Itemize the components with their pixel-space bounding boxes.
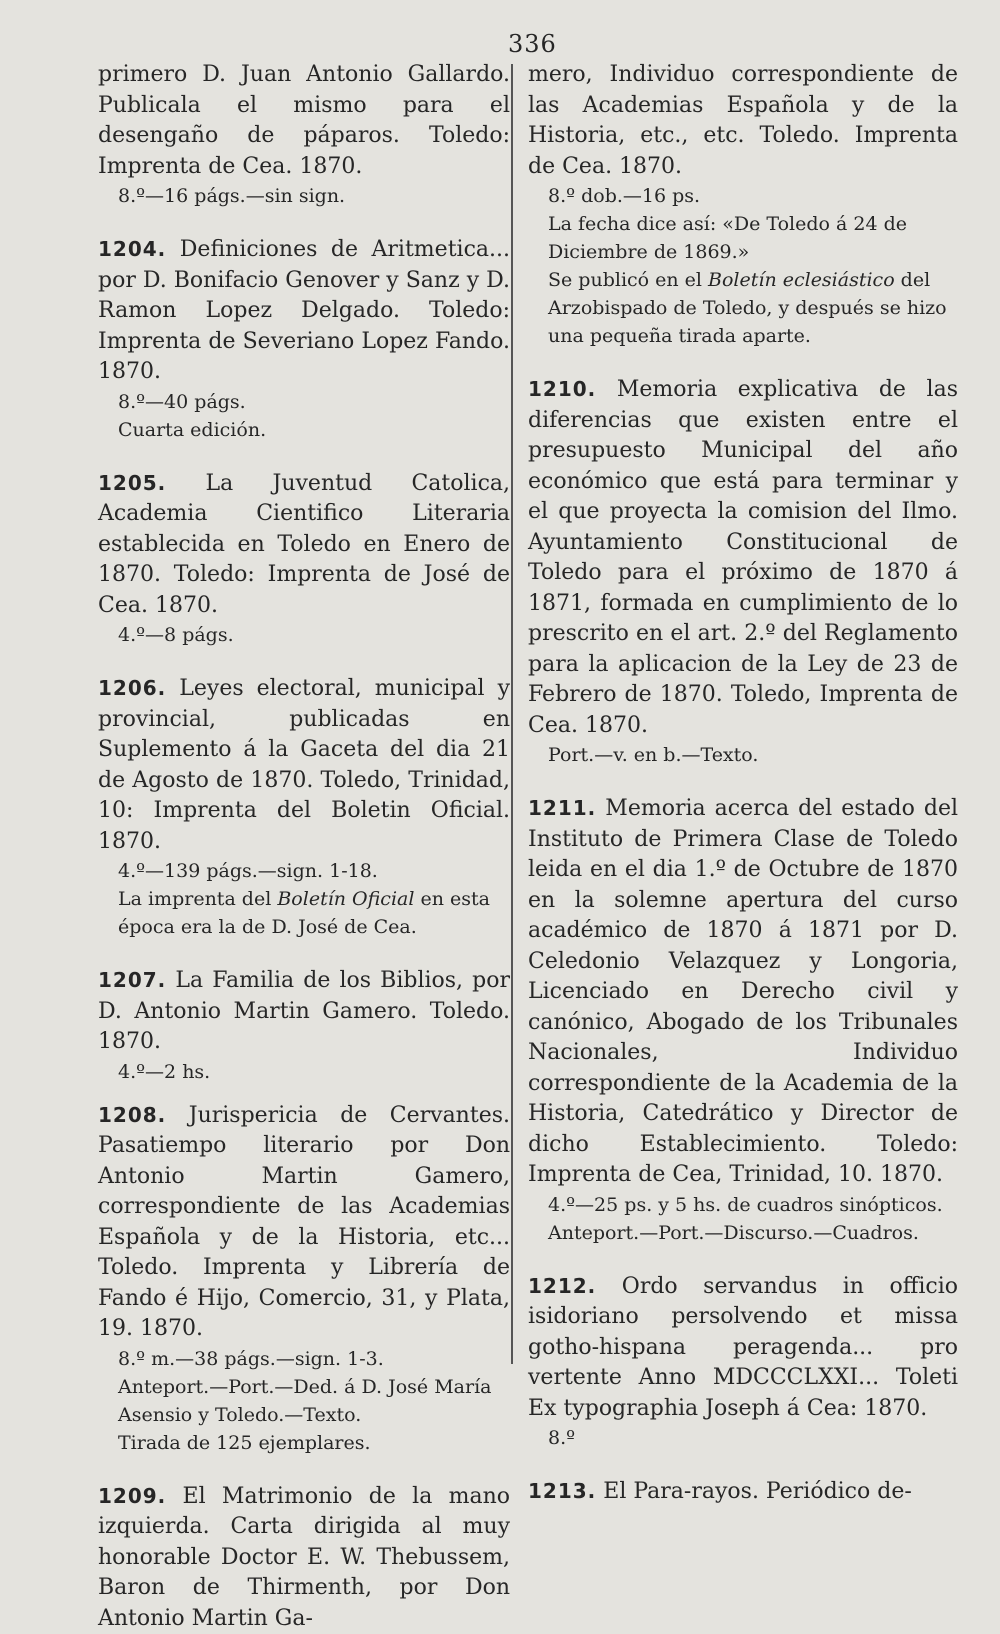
entry-1211-note: 4.º—25 ps. y 5 hs. de cuadros sinópticos. — [528, 1191, 958, 1219]
entry-1209 — [98, 1481, 510, 1634]
entry-text: Leyes electoral, municipal y provincial, publicadas en Suplemento á la Gaceta del dia 21 de Agosto de 1870. Toledo, Trinidad, 10: Imprenta del Boletin Oficial. 1870. — [98, 676, 510, 854]
entry-1208 — [98, 1100, 510, 1345]
entry-text: Ordo servandus in officio isidoriano persolvendo et missa gotho-hispana peragenda... pro vertente Anno MDCCCLXXI... Toleti Ex typographia Joseph á Cea: 1870. — [528, 1274, 958, 1421]
entry-1206-note: La imprenta del Boletín Oficial en esta época era la de D. José de Cea. — [98, 885, 510, 941]
entry-1205 — [98, 468, 510, 622]
entry-1209-continuation: mero, Individuo correspondiente de las Academias Española y de la Historia, etc., etc. Toledo. Imprenta de Cea. 1870. — [528, 60, 958, 182]
entry-number: 1208. — [98, 1103, 166, 1127]
entry-1204-note: 8.º—40 págs. — [98, 388, 510, 416]
entry-text: Memoria explicativa de las diferencias que existen entre el presupuesto Municipal del año económico que está para terminar y el que proyecta la comision del Ilmo. Ayuntamiento Constitucional de Toledo para el próximo de 1870 á 1871, formada en cumplimiento de lo prescrito en el art. 2.º del Reglamento para la aplicacion de la Ley de 23 de Febrero de 1870. Toledo, Imprenta de Cea. 1870. — [528, 377, 958, 738]
entry-1204 — [98, 234, 510, 388]
entry-1209-note: 8.º dob.—16 ps. — [528, 182, 958, 210]
entry-text: El Para-rayos. Periódico de- — [603, 1479, 912, 1504]
entry-1205-note: 4.º—8 págs. — [98, 621, 510, 649]
entry-text: Memoria acerca del estado del Instituto de Primera Clase de Toledo leida en el dia 1.º de Octubre de 1870 en la solemne apertura del curso académico de 1870 á 1871 por D. Celedonio Velazquez y Longoria, Licenciado en Derecho civil y canónico, Abogado de los Tribunales Nacionales, Individuo correspondiente de la Academia de la Historia, Catedrático y Director de dicho Establecimiento. Toledo: Imprenta de Cea, Trinidad, 10. 1870. — [528, 796, 958, 1187]
entry-number: 1212. — [528, 1274, 596, 1298]
entry-1212 — [528, 1271, 958, 1425]
entry-number: 1209. — [98, 1484, 166, 1508]
entry-number: 1204. — [98, 237, 166, 261]
entry-text: Definiciones de Aritmetica... por D. Bonifacio Genover y Sanz y D. Ramon Lopez Delgado. Toledo: Imprenta de Severiano Lopez Fando. 1870. — [98, 237, 510, 384]
entry-1206 — [98, 673, 510, 857]
entry-1213 — [528, 1476, 958, 1508]
entry-1210-note: Port.—v. en b.—Texto. — [528, 741, 958, 769]
entry-number: 1205. — [98, 471, 166, 495]
entry-text: La Juventud Catolica, Academia Cientifico Literaria establecida en Toledo en Enero de 1870. Toledo: Imprenta de José de Cea. 1870. — [98, 471, 510, 618]
entry-1209-note: Se publicó en el Boletín eclesiástico del Arzobispado de Toledo, y después se hizo una pequeña tirada aparte. — [528, 266, 958, 350]
entry-1203-note: 8.º—16 págs.—sin sign. — [98, 182, 510, 210]
entry-1210 — [528, 374, 958, 741]
right-column — [528, 60, 958, 1508]
column-divider — [511, 64, 513, 1364]
entry-number: 1213. — [528, 1479, 596, 1503]
left-column — [98, 60, 510, 1634]
entry-1204-note: Cuarta edición. — [98, 416, 510, 444]
entry-number: 1211. — [528, 796, 596, 820]
entry-1208-note: 8.º m.—38 págs.—sign. 1-3. — [98, 1345, 510, 1373]
entry-1208-note: Anteport.—Port.—Ded. á D. José María Asensio y Toledo.—Texto. — [98, 1373, 510, 1429]
entry-1212-note: 8.º — [528, 1424, 958, 1452]
entry-number: 1206. — [98, 676, 166, 700]
page-number: 336 — [508, 30, 557, 58]
entry-1208-note: Tirada de 125 ejemplares. — [98, 1429, 510, 1457]
entry-1211 — [528, 793, 958, 1191]
entry-number: 1207. — [98, 968, 166, 992]
entry-1203-continuation: primero D. Juan Antonio Gallardo. Publicala el mismo para el desengaño de páparos. Toledo: Imprenta de Cea. 1870. — [98, 60, 510, 182]
entry-text: Jurispericia de Cervantes. Pasatiempo literario por Don Antonio Martin Gamero, correspondiente de las Academias Española y de la Historia, etc... Toledo. Imprenta y Librería de Fando é Hijo, Comercio, 31, y Plata, 19. 1870. — [98, 1103, 510, 1342]
entry-1211-note: Anteport.—Port.—Discurso.—Cuadros. — [528, 1219, 958, 1247]
entry-1206-note: 4.º—139 págs.—sign. 1-18. — [98, 857, 510, 885]
entry-number: 1210. — [528, 377, 596, 401]
entry-1207 — [98, 965, 510, 1058]
entry-text: El Matrimonio de la mano izquierda. Carta dirigida al muy honorable Doctor E. W. Thebussem, Baron de Thirmenth, por Don Antonio Martin Ga- — [98, 1484, 510, 1631]
entry-1209-note: La fecha dice así: «De Toledo á 24 de Diciembre de 1869.» — [528, 210, 958, 266]
entry-text: La Familia de los Biblios, por D. Antonio Martin Gamero. Toledo. 1870. — [98, 968, 510, 1054]
entry-1207-note: 4.º—2 hs. — [98, 1058, 510, 1086]
